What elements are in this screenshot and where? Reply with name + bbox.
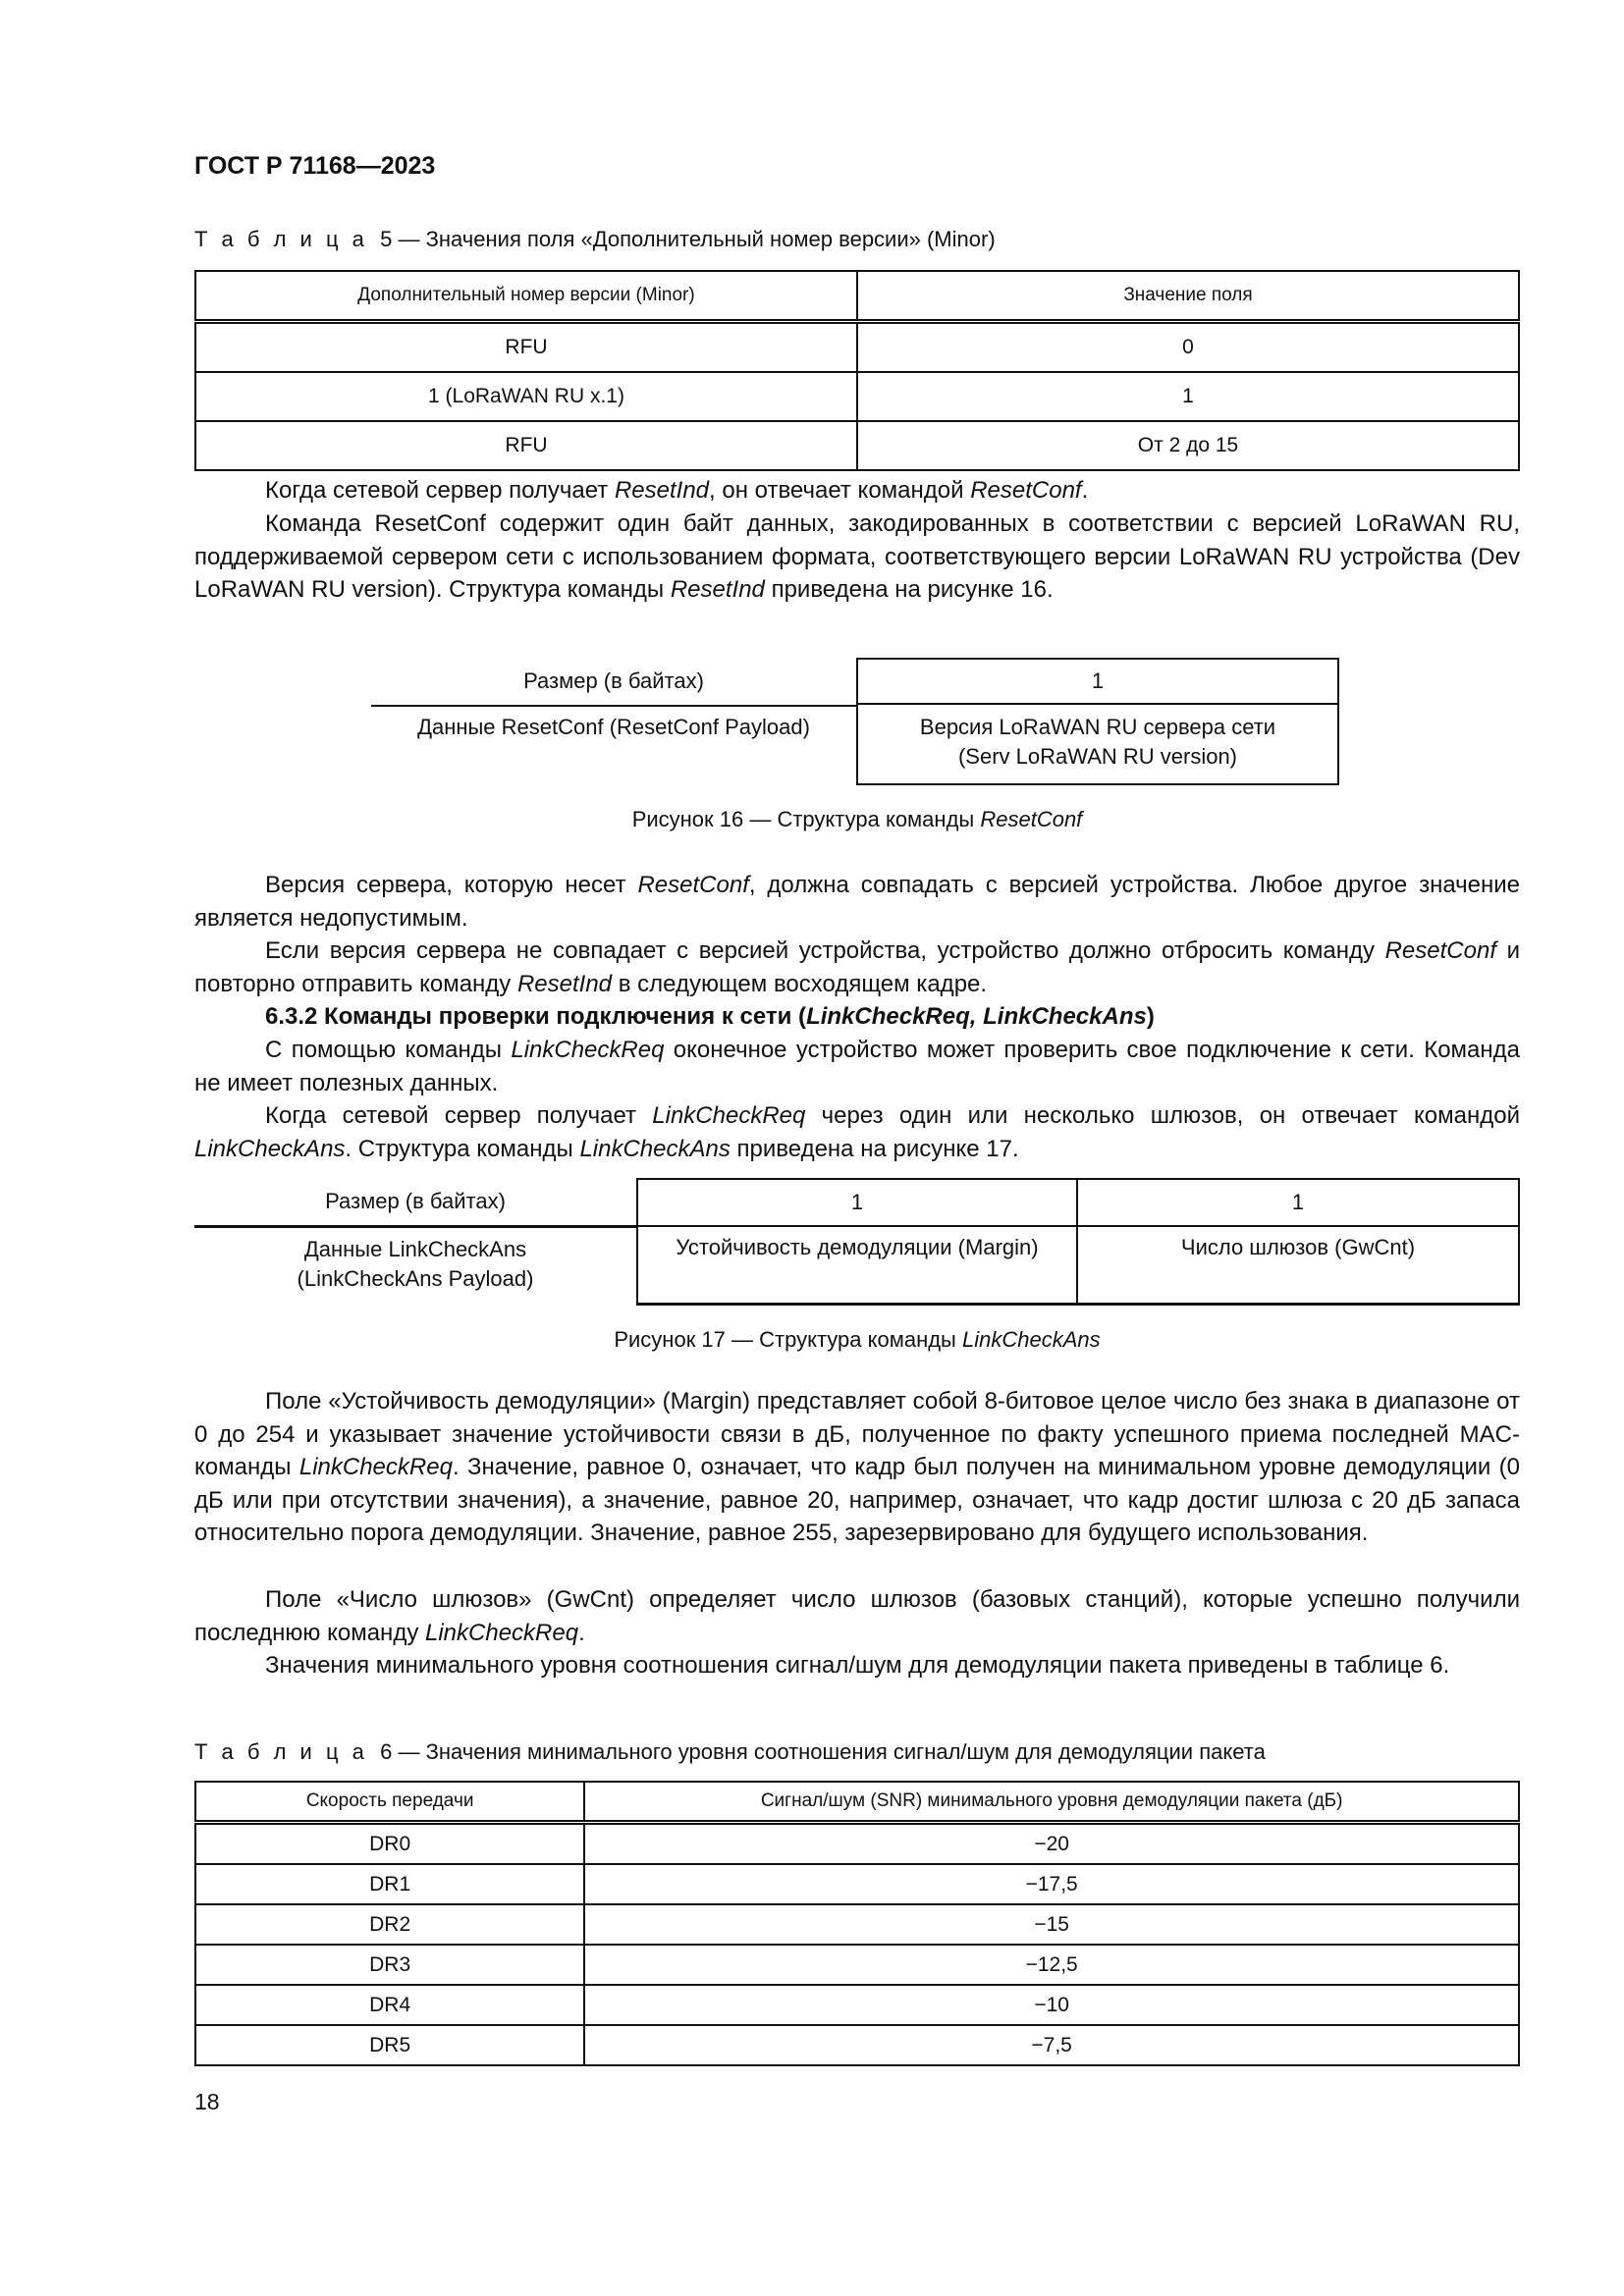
fig17-size-label: Размер (в байтах) <box>194 1178 636 1228</box>
table5-cell: 1 <box>857 372 1519 421</box>
text-segment: приведена на рисунке 16. <box>764 576 1054 604</box>
italic-term: ResetConf <box>1384 937 1496 964</box>
italic-term: LinkCheckAns <box>579 1135 731 1162</box>
figure17-caption <box>194 1327 1520 1353</box>
table6-header: Сигнал/шум (SNR) минимального уровня демодуляции пакета (дБ) <box>584 1782 1519 1823</box>
table5-cell: RFU <box>195 421 857 470</box>
page-number: 18 <box>194 2089 220 2114</box>
table5-cell: От 2 до 15 <box>857 421 1519 470</box>
fig17-payload-label <box>194 1235 636 1294</box>
fig17-margin-cell: Устойчивость демодуляции (Margin) <box>636 1225 1078 1306</box>
table5-caption <box>194 227 996 252</box>
table-label: Т а б л и ц а <box>194 1739 368 1764</box>
text-segment: Поле «Число шлюзов» (GwCnt) определяет число шлюзов (базовых станций), которые успешно получили последнюю команду <box>194 1586 1520 1646</box>
table5-cell: 0 <box>857 322 1519 373</box>
paragraph <box>194 474 1520 507</box>
table5-header: Дополнительный номер версии (Minor) <box>195 271 857 322</box>
text-segment: Значения минимального уровня соотношения сигнал/шум для демодуляции пакета приведены в таблице 6. <box>265 1652 1450 1679</box>
table6-cell: DR5 <box>195 2025 584 2065</box>
figure16-caption <box>194 807 1520 832</box>
table6-cell: −12,5 <box>584 1945 1519 1985</box>
text-segment: в следующем восходящем кадре. <box>612 970 988 997</box>
paragraph <box>194 869 1520 934</box>
caption-command: ResetConf <box>980 807 1083 831</box>
table6-cell: DR2 <box>195 1904 584 1945</box>
italic-term: ResetInd <box>670 576 765 604</box>
table6-cell: DR0 <box>195 1823 584 1865</box>
table6-cell: DR1 <box>195 1864 584 1904</box>
italic-term: LinkCheckReq <box>298 1454 453 1481</box>
table6 <box>194 1781 1520 2066</box>
fig17-size-gwcnt: 1 <box>1076 1178 1520 1227</box>
table6-title: 6 — Значения минимального уровня соотношения сигнал/шум для демодуляции пакета <box>380 1739 1266 1764</box>
table5-cell: 1 (LoRaWAN RU x.1) <box>195 372 857 421</box>
figure16 <box>371 658 1341 785</box>
figure17 <box>194 1178 1520 1306</box>
fig16-value-line1: Версия LoRaWAN RU сервера сети <box>919 715 1276 739</box>
text-segment: Если версия сервера не совпадает с версией устройства, устройство должно отбросить команду <box>265 937 1385 964</box>
table6-header: Скорость передачи <box>195 1782 584 1823</box>
text-segment: и повторно отправить команду <box>194 937 1520 997</box>
table5-cell: RFU <box>195 322 857 373</box>
italic-term: LinkCheckReq <box>652 1102 806 1129</box>
caption-text: Рисунок 16 — Структура команды <box>631 807 981 831</box>
italic-term: LinkCheckReq <box>424 1619 579 1646</box>
label-line2: (LinkCheckAns Payload) <box>297 1266 534 1291</box>
italic-term: ResetConf <box>637 872 749 898</box>
italic-term: LinkCheckReq <box>511 1037 665 1063</box>
italic-term: ResetConf <box>970 477 1082 504</box>
paragraph <box>194 1099 1520 1165</box>
text-segment: Когда сетевой сервер получает <box>265 1102 653 1129</box>
fig16-size-label: Размер (в байтах) <box>371 658 856 707</box>
text-segment: через один или несколько шлюзов, он отвечает командой <box>805 1102 1521 1129</box>
table6-caption <box>194 1739 1266 1765</box>
fig16-payload-value <box>856 705 1339 785</box>
text-segment: , он отвечает командой <box>709 477 971 504</box>
text-segment: Команда ResetConf содержит один байт данных, закодированных в соответствии с версией LoRaWAN RU, поддерживаемой сервером сети с использованием формата, соответствующего версии LoRaWAN RU устройства (Dev LoRaWAN RU version). Структура команды <box>194 510 1520 604</box>
text-segment: Версия сервера, которую несет <box>265 872 638 898</box>
table5-header: Значение поля <box>857 271 1519 322</box>
text-segment: Когда сетевой сервер получает <box>265 477 615 504</box>
fig17-gwcnt-cell: Число шлюзов (GwCnt) <box>1076 1225 1520 1306</box>
document-header: ГОСТ Р 71168—2023 <box>194 152 436 180</box>
text-segment: . Структура команды <box>345 1135 580 1162</box>
table6-cell: DR3 <box>195 1945 584 1985</box>
text-segment: , должна совпадать с версией устройства. Любое другое значение является недопустимым. <box>194 872 1521 932</box>
section-heading <box>194 1000 1520 1034</box>
table6-cell: −7,5 <box>584 2025 1519 2065</box>
paragraph <box>194 1649 1520 1682</box>
paragraph <box>194 934 1520 1000</box>
text-segment: . <box>578 1619 585 1646</box>
text-segment: С помощью команды <box>265 1037 512 1063</box>
fig16-value-line2: (Serv LoRaWAN RU version) <box>957 744 1238 769</box>
italic-term: LinkCheckReq, LinkCheckAns <box>806 1003 1147 1030</box>
paragraph <box>194 1385 1520 1550</box>
table6-cell: −20 <box>584 1823 1519 1865</box>
text-segment: . Значение, равное 0, означает, что кадр был получен на минимальном уровне демодуляции (0 дБ или при отсутствии значения), а значение, равное 20, например, означает, что кадр достиг шлюза с 20 дБ запаса относительно порога демодуляции. Значение, равное 255, зарезервировано для будущего использования. <box>194 1454 1521 1547</box>
paragraph <box>194 1034 1520 1099</box>
table5 <box>194 270 1520 471</box>
table5-title: 5 — Значения поля «Дополнительный номер версии» (Minor) <box>380 227 996 251</box>
fig16-payload-label: Данные ResetConf (ResetConf Payload) <box>417 715 810 739</box>
italic-term: ResetInd <box>614 477 710 504</box>
caption-text: Рисунок 17 — Структура команды <box>614 1327 962 1352</box>
table6-cell: −15 <box>584 1904 1519 1945</box>
table-label: Т а б л и ц а <box>194 227 368 251</box>
text-segment: ) <box>1146 1003 1155 1030</box>
fig17-size-margin: 1 <box>636 1178 1078 1227</box>
table6-cell: −10 <box>584 1985 1519 2025</box>
text-segment: приведена на рисунке 17. <box>730 1135 1019 1162</box>
text-segment: 6.3.2 Команды проверки подключения к сети ( <box>265 1003 807 1030</box>
paragraph <box>194 507 1520 607</box>
fig16-size-value: 1 <box>856 658 1339 705</box>
italic-term: ResetInd <box>516 970 613 997</box>
italic-term: LinkCheckAns <box>194 1135 346 1162</box>
table6-cell: −17,5 <box>584 1864 1519 1904</box>
paragraph <box>194 1583 1520 1649</box>
text-segment: Поле «Устойчивость демодуляции» (Margin) представляет собой 8-битовое целое число без знака в диапазоне от 0 до 254 и указывает значение устойчивости связи в дБ, полученное по факту успешного приема последней MAC-команды <box>194 1388 1520 1481</box>
text-segment: оконечное устройство может проверить свое подключение к сети. Команда не имеет полезных данных. <box>194 1037 1521 1096</box>
table6-cell: DR4 <box>195 1985 584 2025</box>
caption-command: LinkCheckAns <box>962 1327 1101 1352</box>
label-line1: Данные LinkCheckAns <box>303 1237 527 1261</box>
text-segment: . <box>1081 477 1089 504</box>
